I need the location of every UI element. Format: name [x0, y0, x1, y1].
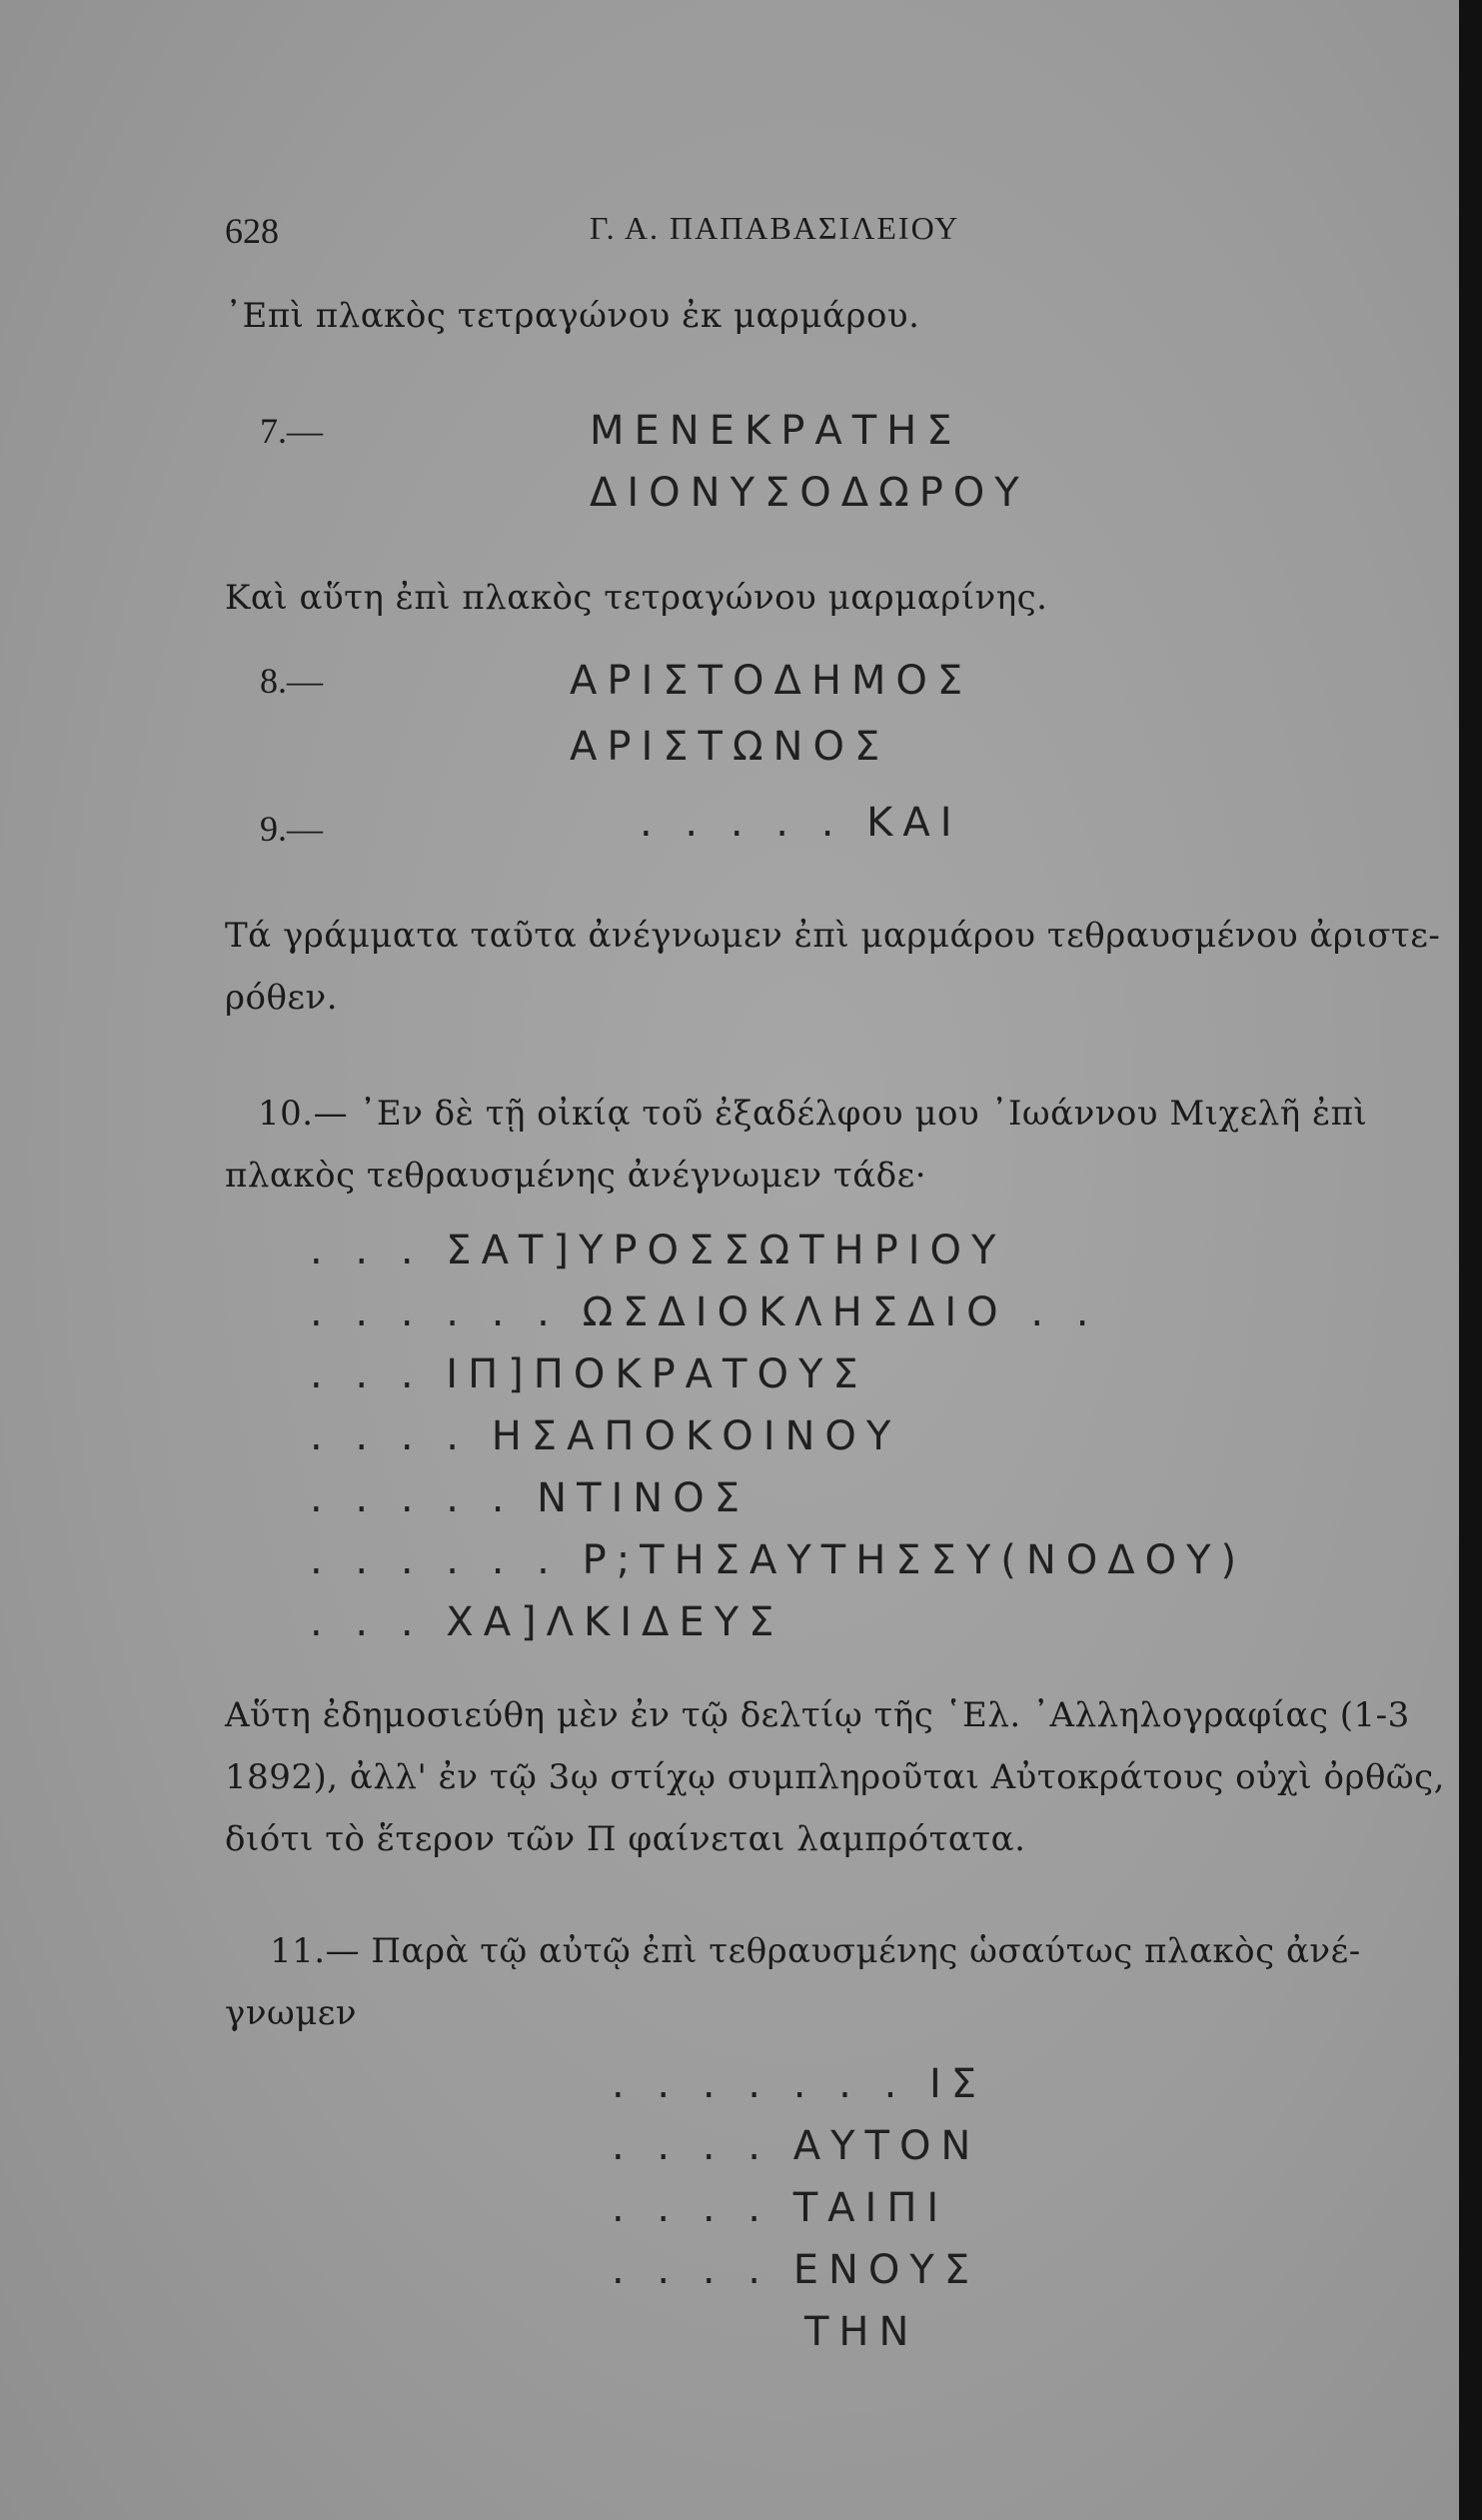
intro-line: ᾿Επὶ πλακὸς τετραγώνου ἐκ μαρμάρου.	[225, 296, 920, 336]
item-11-inscription-line-2: . . . . ΑΥΤΟΝ	[612, 2123, 981, 2169]
note-9-line-2: ρόθεν.	[225, 978, 339, 1018]
item-10-note-line-3: διότι τὸ ἕτερον τῶν Π φαίνεται λαμπρότατα.	[225, 1819, 1026, 1859]
item-8-line-2: ΑΡΙΣΤΩΝΟΣ	[570, 724, 890, 770]
item-11-inscription-line-1: . . . . . . . ΙΣ	[612, 2061, 987, 2107]
item-10-intro-line-2: πλακὸς τεθραυσμένης ἀνέγνωμεν τάδε·	[225, 1156, 927, 1196]
item-11-inscription-line-4: . . . . ΕΝΟΥΣ	[612, 2247, 980, 2293]
item-10-inscription-line-7: . . . ΧΑ]ΛΚΙΔΕΥΣ	[310, 1599, 784, 1645]
item-10-intro-line-1: 10.— ᾿Εν δὲ τῇ οἰκίᾳ τοῦ ἐξαδέλφου μου ᾿Ιωάννου Μιχελῆ ἐπὶ	[258, 1094, 1368, 1134]
item-7-line-2: ΔΙΟΝΥΣΟΔΩΡΟΥ	[590, 470, 1029, 516]
item-10-inscription-line-2: . . . . . . ΩΣΔΙΟΚΛΗΣΔΙΟ . .	[310, 1289, 1099, 1335]
note-8: Καὶ αὕτη ἐπὶ πλακὸς τετραγώνου μαρμαρίνης.	[225, 578, 1048, 618]
item-11-intro-line-1: 11.— Παρὰ τῷ αὐτῷ ἐπὶ τεθραυσμένης ὡσαύτως πλακὸς ἀνέ-	[270, 1931, 1361, 1971]
item-10-inscription-line-5: . . . . . ΝΤΙΝΟΣ	[310, 1475, 749, 1521]
item-10-inscription-line-1: . . . ΣΑΤ]ΥΡΟΣΣΩΤΗΡΙΟΥ	[310, 1228, 1006, 1273]
note-9-line-1: Τά γράμματα ταῦτα ἀνέγνωμεν ἐπὶ μαρμάρου τεθραυσμένου ἀριστε-	[225, 916, 1441, 956]
page-edge	[1459, 0, 1482, 2520]
item-10-note-line-1: Αὕτη ἐδημοσιεύθη μὲν ἐν τῷ δελτίῳ τῆς ῾Ελ. ᾿Αλληλογραφίας (1-3	[225, 1695, 1410, 1735]
item-10-note-line-2: 1892), ἀλλ' ἐν τῷ 3ῳ στίχῳ συμπληροῦται Αὐτοκράτους οὐχὶ ὀρθῶς,	[225, 1757, 1445, 1797]
page-number: 628	[225, 211, 279, 251]
item-8-number: 8.—	[260, 661, 323, 701]
item-8-line-1: ΑΡΙΣΤΟΔΗΜΟΣ	[570, 658, 973, 704]
item-11-inscription-line-3: . . . . ΤΑΙΠΙ	[612, 2185, 949, 2231]
item-10-inscription-line-3: . . . ΙΠ]ΠΟΚΡΑΤΟΥΣ	[310, 1351, 868, 1397]
item-11-inscription-line-5: ΤΗΝ	[804, 2309, 919, 2355]
item-10-inscription-line-6: . . . . . . Ρ;ΤΗΣΑΥΤΗΣΣΥ(ΝΟΔΟΥ)	[310, 1537, 1247, 1583]
running-title: Γ. Α. ΠΑΠΑΒΑΣΙΛΕΙΟΥ	[590, 210, 960, 246]
item-10-inscription-line-4: . . . . ΗΣΑΠΟΚΟΙΝΟΥ	[310, 1413, 901, 1459]
item-9-line-1: . . . . . ΚΑΙ	[640, 800, 962, 846]
item-7-number: 7.—	[260, 411, 323, 451]
item-9-number: 9.—	[260, 809, 323, 849]
item-11-intro-line-2: γνωμεν	[225, 1993, 358, 2033]
item-7-line-1: ΜΕΝΕΚΡΑΤΗΣ	[590, 408, 962, 454]
